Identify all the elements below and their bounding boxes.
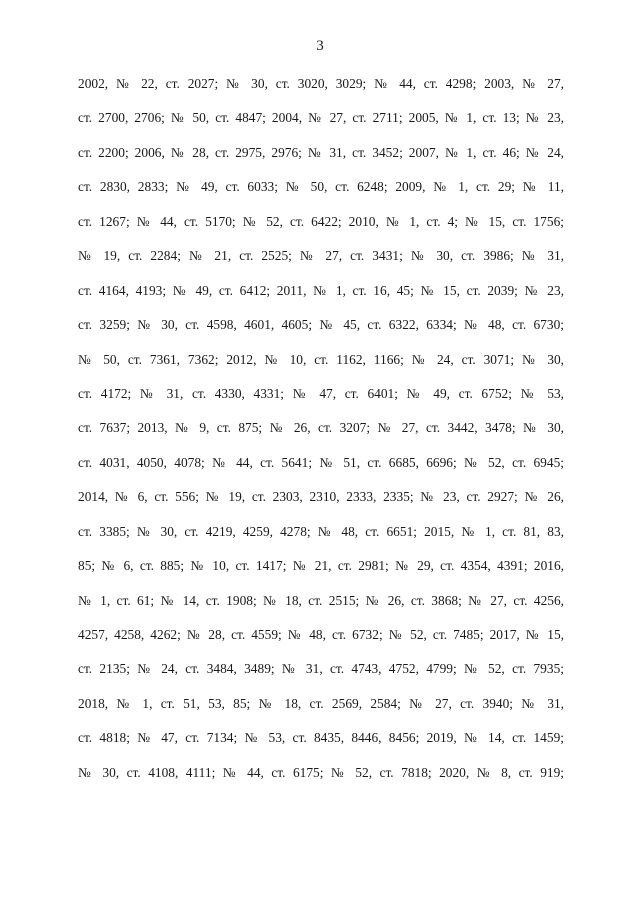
text-line: ст. 3259; № 30, ст. 4598, 4601, 4605; № 45, ст. 6322, 6334; № 48, ст. 6730; xyxy=(78,317,564,333)
text-line: ст. 4818; № 47, ст. 7134; № 53, ст. 8435, 8446, 8456; 2019, № 14, ст. 1459; xyxy=(78,730,564,746)
text-line: 2002, № 22, ст. 2027; № 30, ст. 3020, 3029; № 44, ст. 4298; 2003, № 27, xyxy=(78,76,564,91)
text-line: ст. 4164, 4193; № 49, ст. 6412; 2011, № 1, ст. 16, 45; № 15, ст. 2039; № 23, xyxy=(78,282,564,298)
text-line: ст. 2135; № 24, ст. 3484, 3489; № 31, ст. 4743, 4752, 4799; № 52, ст. 7935; xyxy=(78,661,564,677)
text-line: ст. 7637; 2013, № 9, ст. 875; № 26, ст. 3207; № 27, ст. 3442, 3478; № 30, xyxy=(78,420,564,436)
text-line: ст. 2830, 2833; № 49, ст. 6033; № 50, ст. 6248; 2009, № 1, ст. 29; № 11, xyxy=(78,179,564,195)
text-line: ст. 2200; 2006, № 28, ст. 2975, 2976; № 31, ст. 3452; 2007, № 1, ст. 46; № 24, xyxy=(78,144,564,160)
text-line: № 50, ст. 7361, 7362; 2012, № 10, ст. 1162, 1166; № 24, ст. 3071; № 30, xyxy=(78,351,564,367)
text-line: № 1, ст. 61; № 14, ст. 1908; № 18, ст. 2515; № 26, ст. 3868; № 27, ст. 4256, xyxy=(78,592,564,608)
text-line: ст. 4031, 4050, 4078; № 44, ст. 5641; № 51, ст. 6685, 6696; № 52, ст. 6945; xyxy=(78,454,564,470)
text-line: ст. 3385; № 30, ст. 4219, 4259, 4278; № 48, ст. 6651; 2015, № 1, ст. 81, 83, xyxy=(78,523,564,539)
text-line: 2014, № 6, ст. 556; № 19, ст. 2303, 2310, 2333, 2335; № 23, ст. 2927; № 26, xyxy=(78,489,564,505)
text-line: ст. 4172; № 31, ст. 4330, 4331; № 47, ст. 6401; № 49, ст. 6752; № 53, xyxy=(78,385,564,401)
text-line: 2018, № 1, ст. 51, 53, 85; № 18, ст. 2569, 2584; № 27, ст. 3940; № 31, xyxy=(78,695,564,711)
text-line: 4257, 4258, 4262; № 28, ст. 4559; № 48, ст. 6732; № 52, ст. 7485; 2017, № 15, xyxy=(78,627,564,642)
text-line: ст. 1267; № 44, ст. 5170; № 52, ст. 6422; 2010, № 1, ст. 4; № 15, ст. 1756; xyxy=(78,213,564,229)
text-line: 85; № 6, ст. 885; № 10, ст. 1417; № 21, ст. 2981; № 29, ст. 4354, 4391; 2016, xyxy=(78,558,564,574)
text-line: № 19, ст. 2284; № 21, ст. 2525; № 27, ст. 3431; № 30, ст. 3986; № 31, xyxy=(78,248,564,264)
page-number: 3 xyxy=(316,38,324,54)
text-line: № 30, ст. 4108, 4111; № 44, ст. 6175; № 52, ст. 7818; 2020, № 8, ст. 919; xyxy=(78,764,564,780)
body-text xyxy=(78,74,564,797)
text-line: ст. 2700, 2706; № 50, ст. 4847; 2004, № 27, ст. 2711; 2005, № 1, ст. 13; № 23, xyxy=(78,110,564,126)
